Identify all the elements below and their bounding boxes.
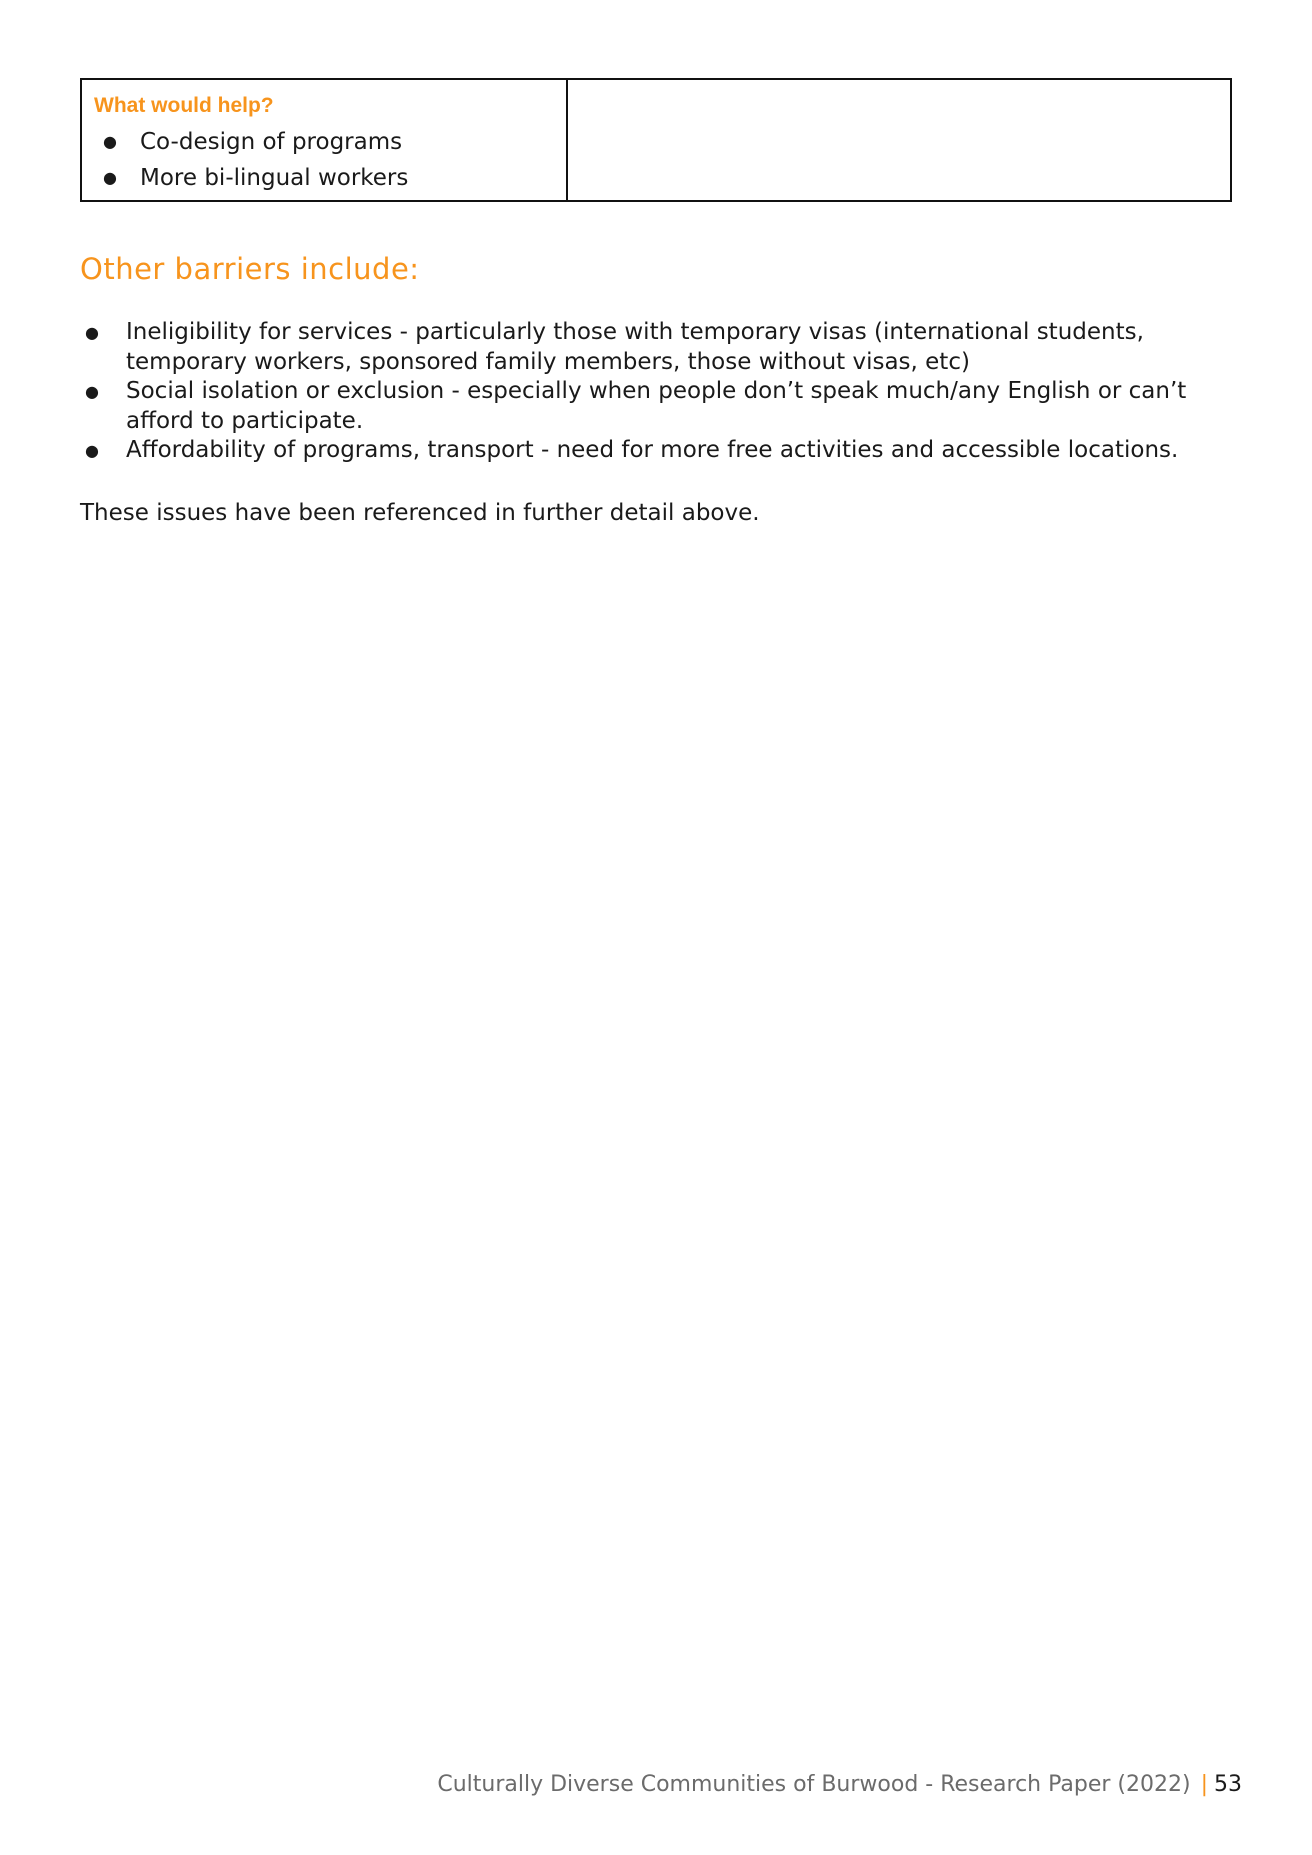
help-table-cell-right <box>568 80 1230 200</box>
section-heading: Other barriers include: <box>80 252 420 286</box>
list-item: ● Affordability of programs, transport - need for more free activities and accessible locations. <box>80 436 1240 466</box>
page-number: 53 <box>1214 1772 1242 1797</box>
list-item: ● Co-design of programs <box>94 124 566 160</box>
barrier-list <box>80 318 1240 466</box>
closing-paragraph: These issues have been referenced in further detail above. <box>80 500 760 526</box>
help-table-cell-left <box>82 80 568 200</box>
list-item: ● More bi-lingual workers <box>94 160 566 196</box>
help-list <box>94 124 566 196</box>
footer-title: Culturally Diverse Communities of Burwood - Research Paper (2022) <box>437 1772 1191 1797</box>
help-table-heading: What would help? <box>94 94 274 117</box>
list-item: ● Social isolation or exclusion - especially when people don’t speak much/any English or can’t afford to participate. <box>80 377 1240 436</box>
help-table <box>80 78 1232 202</box>
list-item: ● Ineligibility for services - particularly those with temporary visas (international students, temporary workers, sponsored family members, those without visas, etc) <box>80 318 1240 377</box>
footer-separator: | <box>1200 1772 1208 1797</box>
page-footer <box>437 1772 1242 1797</box>
